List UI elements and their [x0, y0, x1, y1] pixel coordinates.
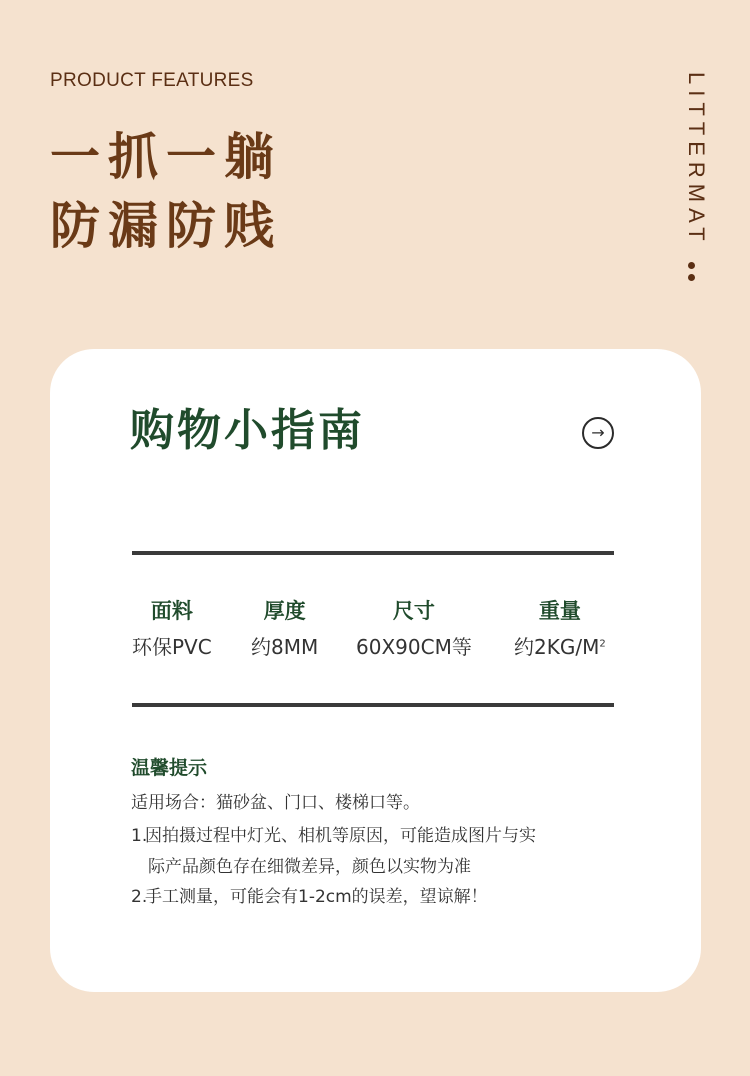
spec-label: 厚度 [263, 599, 306, 623]
headline-line-1: 一抓一躺 [50, 128, 282, 186]
spec-label: 尺寸 [392, 599, 435, 623]
vertical-dots-icon [688, 262, 696, 286]
spec-value: 60X90CM等 [356, 635, 472, 659]
notes-title: 温馨提示 [131, 757, 208, 779]
note-number: 1. [131, 826, 148, 846]
note-item-1-continued: 际产品颜色存在细微差异，颜色以实物为准 [148, 857, 471, 877]
headline-line-2: 防漏防贱 [50, 197, 282, 255]
spec-material [132, 601, 212, 657]
product-features-kicker: PRODUCT FEATURES [50, 70, 254, 91]
note-usage: 适用场合：猫砂盆、门口、楼梯口等。 [131, 793, 420, 813]
spec-label: 面料 [150, 599, 193, 623]
spec-weight [514, 601, 606, 657]
spec-value: 环保PVC [132, 635, 212, 659]
spec-size [356, 601, 472, 657]
note-number: 2. [131, 887, 148, 907]
spec-value [514, 637, 606, 657]
divider-top [132, 551, 614, 555]
shopping-guide-card [50, 349, 701, 992]
note-item-2 [131, 889, 488, 906]
note-item-1 [131, 828, 536, 845]
spec-label: 重量 [538, 599, 581, 623]
divider-bottom [132, 703, 614, 707]
spec-value: 约8MM [251, 635, 319, 659]
spec-value-text: 约2KG/M [514, 635, 600, 659]
guide-title: 购物小指南 [130, 405, 365, 456]
spec-thickness [251, 601, 318, 657]
note-text: 手工测量，可能会有1-2cm的误差，望谅解！ [145, 887, 488, 907]
arrow-right-circle-icon[interactable]: → [582, 417, 614, 449]
spec-value-superscript: 2 [599, 638, 606, 650]
side-brand-label: LITTERMAT [684, 72, 709, 247]
note-text: 因拍摄过程中灯光、相机等原因，可能造成图片与实 [145, 826, 536, 846]
